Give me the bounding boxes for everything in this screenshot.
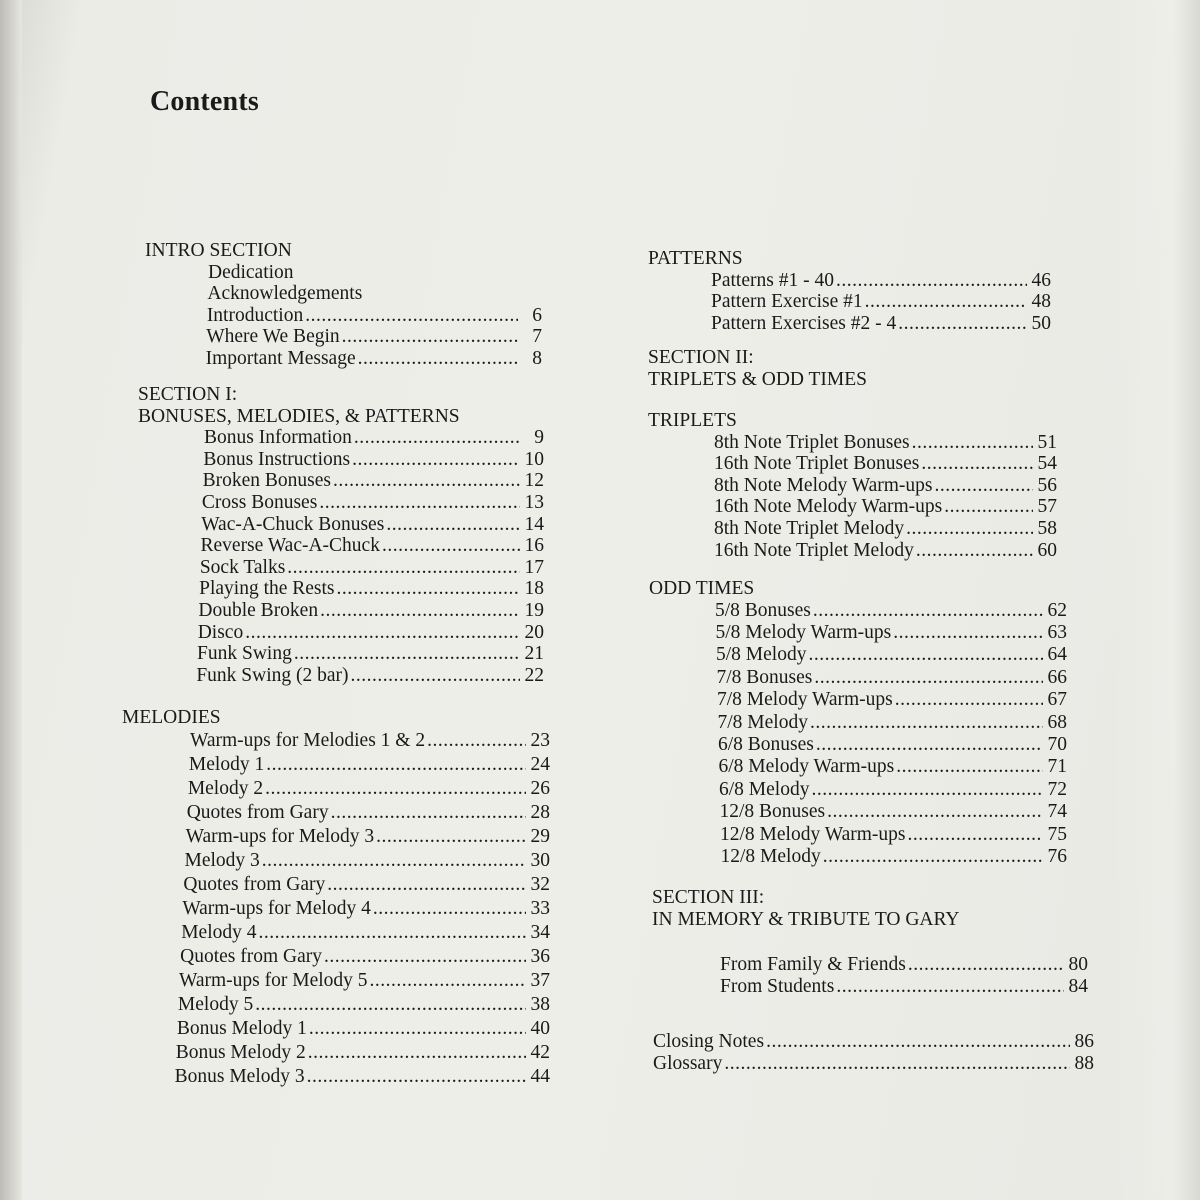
- toc-entry-label: 7/8 Melody Warm-ups: [717, 689, 893, 711]
- toc-entry-page-number: 40: [530, 1017, 550, 1039]
- toc-leader-dots: [382, 535, 520, 557]
- toc-entry-page-number: 72: [1047, 778, 1067, 800]
- toc-entry: [204, 427, 544, 449]
- toc-leader-dots: [376, 825, 526, 849]
- toc-entry: [720, 954, 1088, 976]
- section2-block: [648, 347, 1068, 390]
- toc-entry-label: 6/8 Melody Warm-ups: [718, 756, 895, 778]
- toc-entry: [711, 313, 1051, 335]
- toc-entry-label: 7/8 Bonuses: [716, 666, 813, 688]
- toc-entry-label: Bonus Melody 3: [174, 1065, 305, 1087]
- toc-entry-label: Warm-ups for Melody 3: [185, 825, 375, 847]
- toc-leader-dots: [823, 846, 1043, 868]
- toc-entry: [178, 993, 550, 1017]
- toc-entry-label: Broken Bonuses: [202, 470, 331, 492]
- toc-leader-dots: [262, 849, 526, 873]
- toc-entry-page-number: 84: [1068, 975, 1088, 997]
- toc-entry-label: Warm-ups for Melodies 1 & 2: [190, 729, 426, 751]
- toc-entry-label: Patterns #1 - 40: [711, 269, 834, 291]
- toc-entry-label: 6/8 Melody: [719, 778, 810, 800]
- toc-entry-label: Wac-A-Chuck Bonuses: [201, 513, 385, 535]
- toc-entry-label: Cross Bonuses: [201, 491, 318, 513]
- toc-entry: [201, 535, 545, 557]
- toc-entry-page-number: 56: [1037, 474, 1057, 496]
- toc-entry-page-number: 75: [1047, 823, 1067, 845]
- toc-entry: [719, 756, 1068, 778]
- toc-entry: [189, 753, 550, 777]
- patterns-heading: PATTERNS: [648, 248, 743, 269]
- toc-entry-label: 16th Note Triplet Bonuses: [714, 453, 920, 475]
- closing-block: [653, 1031, 1098, 1074]
- toc-leader-dots: [354, 427, 520, 449]
- toc-entry-label: 16th Note Triplet Melody: [714, 539, 914, 561]
- toc-leader-dots: [898, 313, 1027, 335]
- toc-entry-label: Bonus Information: [204, 427, 352, 449]
- toc-entry: [198, 622, 544, 644]
- toc-entry-label: Glossary: [653, 1052, 723, 1074]
- toc-entry: [718, 712, 1068, 734]
- toc-entry-page-number: 88: [1074, 1052, 1094, 1074]
- toc-entry-label: Important Message: [205, 347, 356, 369]
- toc-leader-dots: [255, 993, 526, 1017]
- toc-entry-page-number: 63: [1047, 622, 1067, 643]
- toc-leader-dots: [352, 449, 520, 471]
- toc-entry: [182, 897, 550, 921]
- triplets-entries: [714, 432, 1057, 562]
- section3-block: [652, 887, 1102, 997]
- toc-entry-label: Funk Swing (2 bar): [196, 664, 349, 686]
- toc-entry-page-number: 30: [530, 849, 550, 871]
- section3-heading-number: SECTION III:: [652, 887, 765, 908]
- intro-entries: [205, 261, 542, 370]
- toc-leader-dots: [287, 557, 520, 579]
- toc-entry-page-number: 14: [524, 513, 544, 535]
- toc-entry: [711, 270, 1051, 292]
- toc-entry: [206, 348, 542, 370]
- section3-entries: [720, 954, 1088, 997]
- toc-entry: [714, 475, 1057, 497]
- toc-leader-dots: [908, 954, 1064, 976]
- toc-entry: [188, 777, 550, 801]
- toc-entry-label: Introduction: [206, 304, 304, 326]
- toc-entry: [717, 667, 1068, 689]
- toc-entry-page-number: 10: [524, 448, 544, 470]
- toc-entry: [197, 643, 544, 665]
- triplets-heading: TRIPLETS: [648, 410, 737, 431]
- section3-heading-title: IN MEMORY & TRIBUTE TO GARY: [652, 908, 960, 930]
- toc-leader-dots: [370, 969, 526, 993]
- toc-leader-dots: [814, 667, 1043, 689]
- section2-heading-title: TRIPLETS & ODD TIMES: [648, 368, 868, 390]
- toc-leader-dots: [808, 644, 1043, 666]
- toc-entry-page-number: 7: [532, 326, 542, 348]
- toc-leader-dots: [294, 643, 520, 665]
- toc-entry: [200, 557, 544, 579]
- toc-entry-page-number: 34: [530, 921, 550, 943]
- toc-entry: [721, 846, 1068, 868]
- toc-entry: [716, 644, 1067, 666]
- toc-leader-dots: [896, 756, 1043, 778]
- toc-leader-dots: [386, 514, 520, 536]
- toc-entry-page-number: 66: [1047, 666, 1067, 688]
- toc-leader-dots: [944, 496, 1033, 518]
- toc-entry-label: Disco: [197, 621, 244, 643]
- toc-leader-dots: [816, 734, 1043, 756]
- toc-entry-label: 5/8 Melody Warm-ups: [715, 622, 892, 643]
- toc-entry: [198, 600, 544, 622]
- toc-leader-dots: [865, 291, 1027, 313]
- toc-leader-dots: [813, 600, 1043, 622]
- toc-entry-page-number: 71: [1047, 756, 1067, 778]
- patterns-block: [648, 248, 1068, 334]
- toc-leader-dots: [333, 470, 520, 492]
- melodies-heading: MELODIES: [122, 707, 221, 728]
- toc-entry-page-number: 20: [524, 621, 544, 643]
- toc-leader-dots: [324, 945, 526, 969]
- toc-entry: [207, 283, 542, 305]
- toc-entry-label: 12/8 Bonuses: [719, 801, 826, 823]
- toc-entry: [716, 622, 1068, 644]
- page-binding: [0, 0, 22, 1200]
- toc-leader-dots: [266, 753, 526, 777]
- toc-entry-label: Melody 4: [181, 921, 257, 943]
- page-edge-shadow: [1110, 0, 1200, 1200]
- toc-entry-page-number: 50: [1031, 312, 1051, 334]
- toc-leader-dots: [827, 801, 1043, 823]
- toc-leader-dots: [906, 518, 1033, 540]
- toc-leader-dots: [358, 348, 518, 370]
- toc-leader-dots: [935, 475, 1034, 497]
- toc-entry-label: Warm-ups for Melody 5: [179, 969, 368, 991]
- toc-entry-label: Where We Begin: [206, 326, 340, 348]
- toc-entry: [720, 824, 1067, 846]
- toc-leader-dots: [766, 1031, 1070, 1053]
- toc-entry: [720, 976, 1088, 998]
- toc-entry-label: From Students: [720, 975, 835, 997]
- toc-entry-label: 5/8 Bonuses: [715, 599, 811, 621]
- toc-entry: [196, 665, 544, 687]
- toc-entry: [202, 492, 544, 514]
- toc-entry-page-number: 44: [530, 1065, 550, 1087]
- toc-entry-page-number: 80: [1068, 954, 1088, 976]
- toc-entry-label: Quotes from Gary: [183, 873, 326, 895]
- toc-entry-page-number: 64: [1047, 644, 1067, 666]
- oddtimes-entries: [715, 600, 1067, 869]
- toc-entry-page-number: 38: [530, 993, 550, 1015]
- toc-entry-page-number: 76: [1047, 846, 1067, 868]
- toc-entry-page-number: 51: [1037, 431, 1057, 453]
- toc-leader-dots: [916, 540, 1033, 562]
- toc-entry: [177, 1017, 550, 1041]
- toc-entry: [175, 1065, 550, 1089]
- toc-entry-page-number: 8: [532, 347, 542, 369]
- toc-entry-label: Bonus Melody 1: [176, 1017, 307, 1039]
- toc-entry-label: Quotes from Gary: [186, 801, 329, 823]
- toc-entry: [203, 470, 544, 492]
- toc-entry-page-number: 17: [524, 556, 544, 578]
- toc-leader-dots: [327, 873, 526, 897]
- toc-entry-label: Acknowledgements: [207, 283, 363, 305]
- toc-entry: [714, 432, 1057, 454]
- toc-leader-dots: [337, 578, 520, 600]
- toc-leader-dots: [907, 824, 1043, 846]
- toc-entry-label: 12/8 Melody Warm-ups: [720, 823, 906, 845]
- toc-entry-page-number: 12: [524, 470, 544, 492]
- toc-entry: [181, 921, 550, 945]
- melodies-entries: [174, 729, 550, 1089]
- toc-entry-page-number: 58: [1037, 517, 1057, 539]
- toc-leader-dots: [319, 492, 520, 514]
- page-title: Contents: [150, 86, 259, 117]
- toc-entry-page-number: 37: [530, 969, 550, 991]
- toc-leader-dots: [320, 600, 520, 622]
- toc-leader-dots: [308, 1041, 526, 1065]
- toc-entry-page-number: 16: [524, 535, 544, 557]
- toc-entry: [720, 801, 1068, 823]
- section1-heading-title: BONUSES, MELODIES, & PATTERNS: [138, 405, 460, 427]
- toc-entry: [718, 734, 1067, 756]
- toc-entry-label: 8th Note Triplet Bonuses: [714, 431, 910, 453]
- toc-entry: [190, 729, 550, 753]
- toc-entry-page-number: 23: [530, 729, 550, 751]
- toc-entry-label: Quotes from Gary: [180, 945, 322, 967]
- section2-heading-number: SECTION II:: [648, 347, 754, 368]
- toc-entry-label: 16th Note Melody Warm-ups: [714, 496, 943, 518]
- toc-entry: [714, 453, 1057, 475]
- toc-entry: [203, 449, 544, 471]
- section1-heading-number: SECTION I:: [138, 384, 238, 405]
- toc-entry-page-number: 36: [530, 945, 550, 967]
- toc-entry-page-number: 22: [524, 664, 544, 686]
- toc-entry-page-number: 29: [530, 825, 550, 847]
- toc-entry: [206, 326, 542, 348]
- toc-leader-dots: [245, 622, 520, 644]
- toc-entry: [207, 305, 542, 327]
- toc-entry-page-number: 48: [1031, 291, 1051, 313]
- toc-entry-label: Dedication: [208, 261, 294, 283]
- toc-leader-dots: [427, 729, 526, 753]
- toc-entry: [715, 600, 1067, 622]
- closing-entries: [653, 1031, 1094, 1074]
- toc-entry: [717, 689, 1067, 711]
- toc-entry-label: Funk Swing: [197, 643, 292, 665]
- toc-entry-label: 12/8 Melody: [720, 846, 821, 868]
- toc-entry-label: Sock Talks: [199, 556, 286, 578]
- toc-entry: [180, 945, 550, 969]
- oddtimes-block: [649, 578, 1079, 868]
- toc-entry-page-number: 33: [530, 897, 550, 919]
- toc-entry-page-number: 6: [532, 304, 542, 326]
- toc-entry-label: Melody 3: [184, 849, 260, 871]
- toc-entry-page-number: 54: [1037, 453, 1057, 475]
- toc-entry: [176, 1041, 550, 1065]
- toc-entry: [719, 779, 1067, 801]
- toc-leader-dots: [893, 622, 1043, 644]
- patterns-entries: [711, 270, 1051, 335]
- toc-entry-page-number: 62: [1047, 599, 1067, 621]
- toc-leader-dots: [259, 921, 527, 945]
- toc-leader-dots: [912, 432, 1033, 454]
- toc-entry-label: Melody 2: [187, 777, 264, 799]
- toc-entry: [183, 873, 550, 897]
- toc-entry-label: 7/8 Melody: [717, 711, 808, 733]
- intro-block: [145, 240, 545, 370]
- triplets-block: [648, 410, 1068, 561]
- toc-entry-page-number: 60: [1037, 539, 1057, 561]
- section1-entries: [196, 427, 544, 686]
- toc-leader-dots: [836, 270, 1027, 292]
- toc-entry-page-number: 42: [530, 1041, 550, 1063]
- toc-entry-label: Closing Notes: [653, 1031, 765, 1052]
- toc-entry-label: Double Broken: [198, 599, 319, 621]
- toc-entry-label: Bonus Melody 2: [175, 1041, 306, 1063]
- toc-leader-dots: [921, 453, 1033, 475]
- toc-leader-dots: [305, 305, 518, 327]
- toc-entry: [179, 969, 550, 993]
- toc-entry-label: 8th Note Melody Warm-ups: [714, 474, 933, 496]
- toc-leader-dots: [373, 897, 526, 921]
- toc-leader-dots: [836, 976, 1064, 998]
- toc-entry-label: Playing the Rests: [199, 578, 335, 600]
- toc-entry-label: Melody 5: [177, 993, 254, 1015]
- toc-entry-label: Pattern Exercise #1: [711, 291, 863, 313]
- toc-entry: [653, 1053, 1094, 1075]
- toc-entry-page-number: 86: [1074, 1031, 1094, 1052]
- toc-entry-page-number: 32: [530, 873, 550, 895]
- toc-entry-page-number: 13: [524, 491, 544, 513]
- melodies-block: [122, 707, 562, 1089]
- toc-entry-page-number: 21: [524, 643, 544, 665]
- toc-entry-label: 8th Note Triplet Melody: [714, 517, 905, 539]
- toc-entry-page-number: 74: [1047, 801, 1067, 823]
- toc-entry-page-number: 28: [530, 801, 550, 823]
- toc-entry: [187, 801, 550, 825]
- toc-entry-page-number: 68: [1047, 711, 1067, 733]
- toc-entry-label: 6/8 Bonuses: [718, 734, 814, 756]
- toc-entry-page-number: 18: [524, 578, 544, 600]
- toc-entry-page-number: 46: [1031, 269, 1051, 291]
- toc-entry-label: Bonus Instructions: [203, 448, 351, 470]
- section1-block: [138, 384, 558, 686]
- toc-entry: [208, 262, 542, 284]
- toc-entry-label: Reverse Wac-A-Chuck: [200, 535, 380, 557]
- toc-entry: [711, 291, 1051, 313]
- toc-entry: [714, 518, 1057, 540]
- toc-entry-page-number: 57: [1037, 496, 1057, 518]
- toc-entry: [186, 825, 550, 849]
- toc-entry-label: Melody 1: [188, 753, 265, 775]
- oddtimes-heading: ODD TIMES: [649, 578, 755, 599]
- toc-leader-dots: [309, 1017, 526, 1041]
- toc-entry-page-number: 24: [530, 753, 550, 775]
- toc-entry: [714, 496, 1057, 518]
- toc-entry-label: Pattern Exercises #2 - 4: [711, 312, 897, 334]
- toc-entry-label: Warm-ups for Melody 4: [182, 897, 371, 919]
- toc-entry: [201, 514, 544, 536]
- intro-heading: INTRO SECTION: [145, 240, 292, 261]
- toc-entry-page-number: 67: [1047, 689, 1067, 711]
- toc-leader-dots: [307, 1065, 526, 1089]
- toc-entry: [653, 1031, 1094, 1053]
- toc-entry: [714, 540, 1057, 562]
- toc-leader-dots: [811, 779, 1043, 801]
- toc-entry-page-number: 26: [530, 777, 550, 799]
- toc-entry-page-number: 70: [1047, 734, 1067, 756]
- toc-entry-page-number: 9: [534, 427, 544, 449]
- toc-leader-dots: [342, 326, 518, 348]
- toc-entry-page-number: 19: [524, 599, 544, 621]
- toc-leader-dots: [331, 801, 526, 825]
- toc-entry-label: 5/8 Melody: [716, 644, 807, 666]
- toc-entry: [185, 849, 551, 873]
- toc-leader-dots: [895, 689, 1043, 711]
- toc-entry-label: From Family & Friends: [720, 954, 906, 976]
- toc-leader-dots: [265, 777, 526, 801]
- toc-leader-dots: [810, 712, 1043, 734]
- toc-leader-dots: [724, 1053, 1070, 1075]
- toc-leader-dots: [351, 665, 520, 687]
- toc-entry: [199, 578, 544, 600]
